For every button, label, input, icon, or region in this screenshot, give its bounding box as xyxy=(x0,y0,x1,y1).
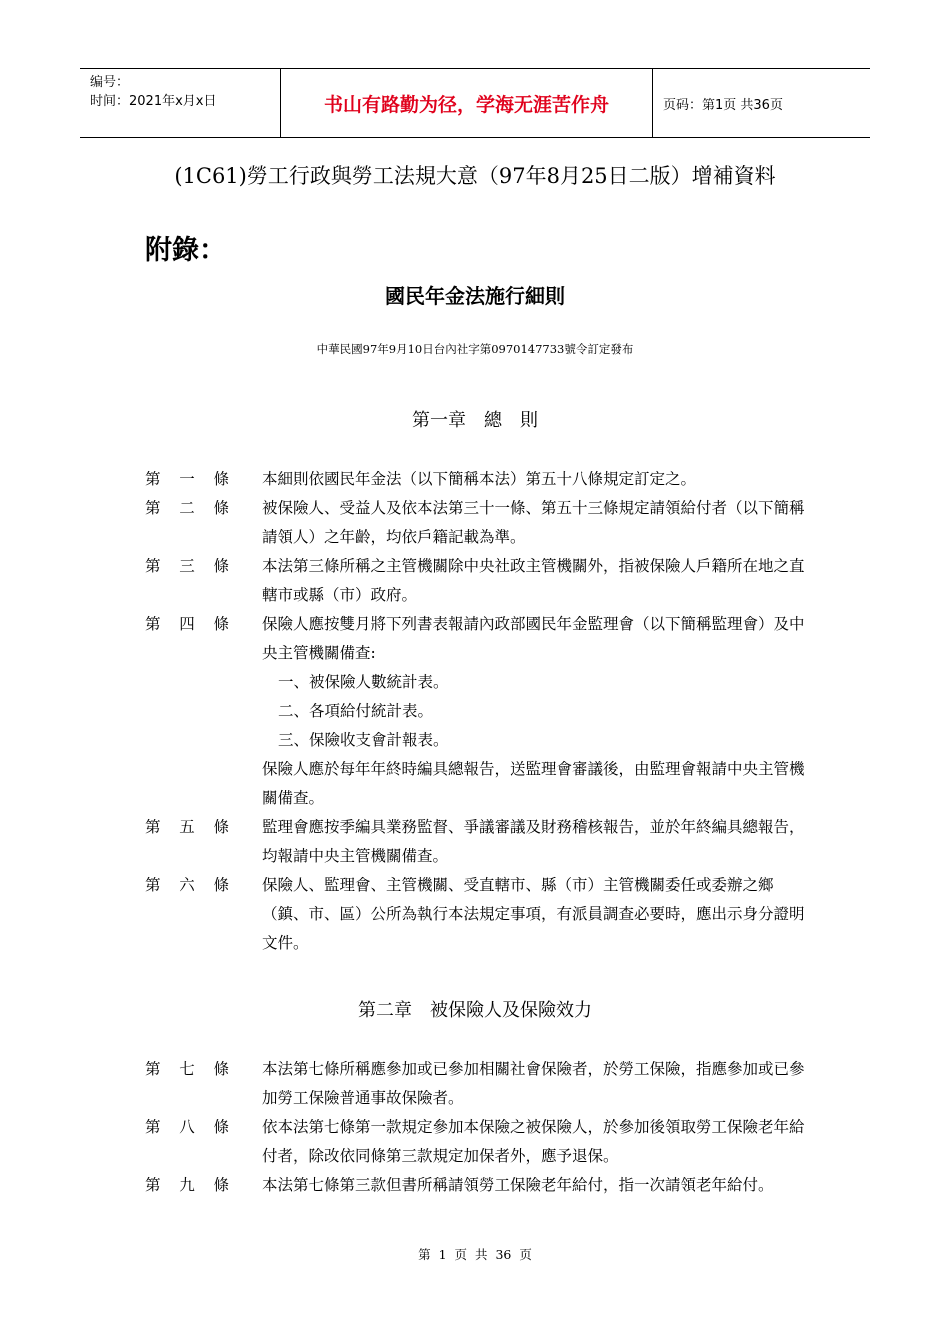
article-paragraph: 本法第三條所稱之主管機關除中央社政主管機關外，指被保險人戶籍所在地之直轄市或縣（市）政府。 xyxy=(262,557,805,604)
article-number-char: 條 xyxy=(213,615,229,633)
article xyxy=(0,871,950,958)
article-paragraph: 本法第七條第三款但書所稱請領勞工保險老年給付，指一次請領老年給付。 xyxy=(262,1176,774,1194)
article-number-char: 第 xyxy=(145,818,161,836)
article-number-char: 第 xyxy=(145,499,161,517)
article-text xyxy=(262,1113,807,1171)
article-number-char: 條 xyxy=(213,499,229,517)
article-text xyxy=(262,610,807,813)
article-number xyxy=(145,610,229,639)
article-number-char: 第 xyxy=(145,470,161,488)
promulgation-note: 中華民國97年9月10日台內社字第0970147733號令訂定發布 xyxy=(316,342,634,356)
article xyxy=(0,610,950,813)
article-paragraph: 保險人、監理會、主管機關、受直轄市、縣（市）主管機關委任或委辦之鄉（鎮、市、區）公所為執行本法規定事項，有派員調查必要時，應出示身分證明文件。 xyxy=(262,876,805,952)
article xyxy=(0,465,950,494)
chapter-2-articles xyxy=(0,1055,950,1200)
article-number-char: 條 xyxy=(213,557,229,575)
article-number-char: 四 xyxy=(179,615,195,633)
header-motto: 书山有路勤为径，学海无涯苦作舟 xyxy=(281,69,653,137)
article-number-char: 條 xyxy=(213,470,229,488)
article-number-char: 條 xyxy=(213,876,229,894)
article xyxy=(0,1171,950,1200)
article-number-char: 第 xyxy=(145,876,161,894)
article-number xyxy=(145,1055,229,1084)
article-number xyxy=(145,552,229,581)
article-number-char: 二 xyxy=(179,499,195,517)
article-paragraph: 本細則依國民年金法（以下簡稱本法）第五十八條規定訂定之。 xyxy=(262,470,697,488)
date-line: 时间：2021年x月x日 xyxy=(90,94,217,109)
article-number-char: 條 xyxy=(213,1118,229,1136)
document-number-label: 编号： xyxy=(90,75,130,90)
article-number-char: 九 xyxy=(179,1176,195,1194)
header-table xyxy=(80,68,870,138)
article-number-char: 條 xyxy=(213,1176,229,1194)
article-text xyxy=(262,494,807,552)
article-paragraph: 被保險人、受益人及依本法第三十一條、第五十三條規定請領給付者（以下簡稱請領人）之年齡，均依戶籍記載為準。 xyxy=(262,499,805,546)
article-text xyxy=(262,871,807,958)
appendix-heading: 附錄： xyxy=(145,235,226,266)
article-paragraph: 一、被保險人數統計表。 xyxy=(278,673,449,691)
article-paragraph: 監理會應按季編具業務監督、爭議審議及財務稽核報告，並於年終編具總報告，均報請中央主管機關備查。 xyxy=(262,818,805,865)
article-number-char: 一 xyxy=(179,470,195,488)
chapter-1-title: 第一章 總 則 xyxy=(412,410,538,431)
article-number-char: 六 xyxy=(179,876,195,894)
article-text xyxy=(262,465,807,494)
article-number-char: 第 xyxy=(145,1060,161,1078)
article-number xyxy=(145,465,229,494)
article-text xyxy=(262,1055,807,1113)
article-text xyxy=(262,813,807,871)
article-paragraph: 本法第七條所稱應參加或已參加相關社會保險者，於勞工保險，指應參加或已參加勞工保險普通事故保險者。 xyxy=(262,1060,805,1107)
article-number xyxy=(145,813,229,842)
article-number-char: 第 xyxy=(145,1176,161,1194)
article-text xyxy=(262,552,807,610)
article-paragraph: 三、保險收支會計報表。 xyxy=(278,731,449,749)
article xyxy=(0,494,950,552)
article-paragraph: 依本法第七條第一款規定參加本保險之被保險人，於參加後領取勞工保險老年給付者，除改依同條第三款規定加保者外，應予退保。 xyxy=(262,1118,805,1165)
article xyxy=(0,1055,950,1113)
article-paragraph: 二、各項給付統計表。 xyxy=(278,702,434,720)
article-number-char: 第 xyxy=(145,615,161,633)
article-number xyxy=(145,1171,229,1200)
article-number-char: 七 xyxy=(179,1060,195,1078)
article-number-char: 第 xyxy=(145,557,161,575)
chapter-1-articles xyxy=(0,465,950,958)
document-title: (1C61)勞工行政與勞工法規大意（97年8月25日二版）增補資料 xyxy=(174,164,776,188)
article-number-char: 條 xyxy=(213,818,229,836)
page-footer: 第 1 页 共 36 页 xyxy=(418,1247,532,1262)
chapter-2-title: 第二章 被保險人及保險效力 xyxy=(358,1000,592,1021)
header-page-info: 页码：第1页 共36页 xyxy=(663,97,783,113)
article-number-char: 五 xyxy=(179,818,195,836)
article xyxy=(0,552,950,610)
article-number-char: 第 xyxy=(145,1118,161,1136)
article-number-char: 三 xyxy=(179,557,195,575)
header-meta xyxy=(80,69,281,137)
article-number-char: 條 xyxy=(213,1060,229,1078)
article xyxy=(0,1113,950,1171)
article xyxy=(0,813,950,871)
law-title: 國民年金法施行細則 xyxy=(385,284,565,308)
article-number-char: 八 xyxy=(179,1118,195,1136)
article-paragraph: 保險人應按雙月將下列書表報請內政部國民年金監理會（以下簡稱監理會）及中央主管機關備查: xyxy=(262,615,805,662)
article-number xyxy=(145,871,229,900)
article-number xyxy=(145,494,229,523)
article-text xyxy=(262,1171,807,1200)
article-number xyxy=(145,1113,229,1142)
article-paragraph: 保險人應於每年年終時編具總報告，送監理會審議後，由監理會報請中央主管機關備查。 xyxy=(262,760,805,807)
